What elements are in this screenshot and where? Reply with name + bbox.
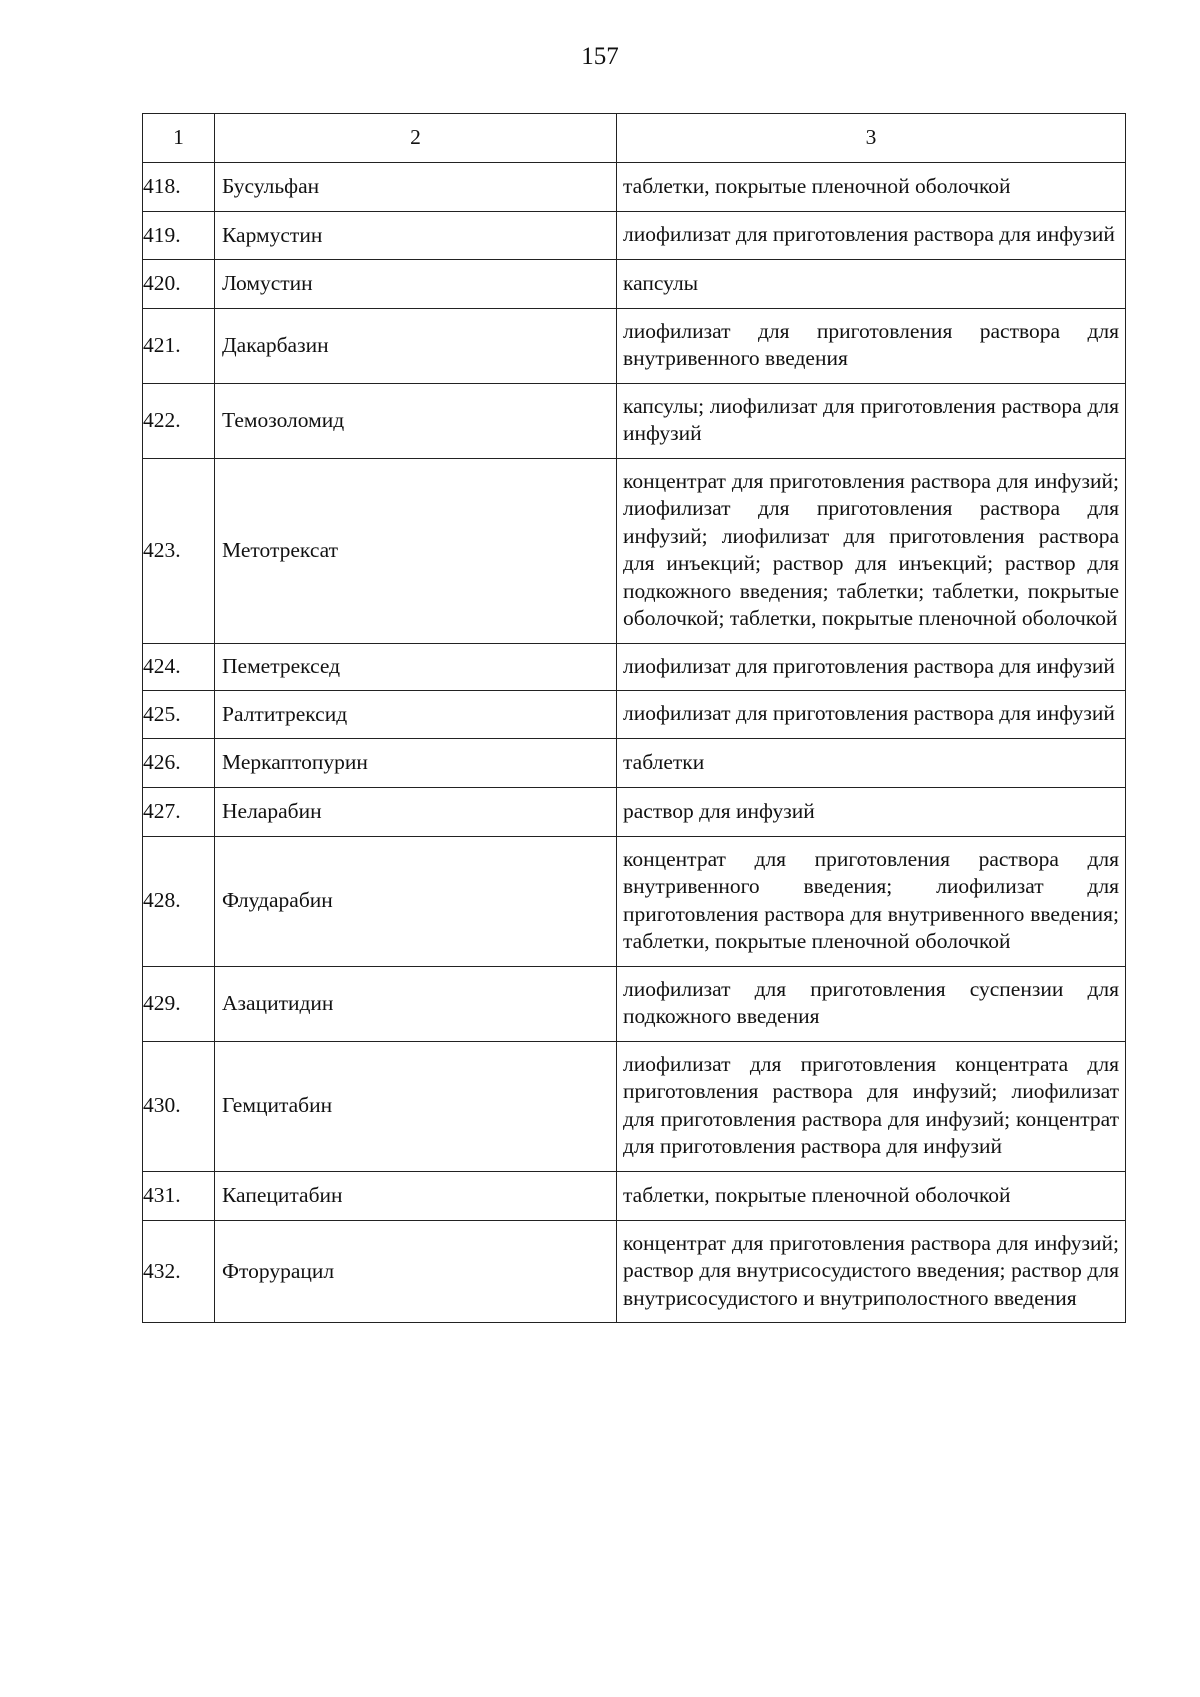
drug-name: Кармустин [215,212,617,260]
drug-name: Дакарбазин [215,308,617,383]
table-row [143,163,1126,212]
row-number: 421. [143,308,215,383]
table-row [143,259,1126,308]
drug-name: Темозоломид [215,383,617,458]
drug-name: Бусульфан [215,163,617,212]
row-number: 428. [143,836,215,966]
row-number: 424. [143,643,215,691]
row-number: 425. [143,691,215,739]
drug-name: Фторурацил [215,1220,617,1323]
row-number: 423. [143,458,215,643]
dosage-form: концентрат для приготовления раствора для инфузий; лиофилизат для приготовления раствора для инфузий; лиофилизат для приготовления раствора для инъекций; раствор для инъекций; раствор для подкожного введения; таблетки; таблетки, покрытые оболочкой; таблетки, покрытые пленочной оболочкой [617,458,1126,643]
drug-name: Пеметрексед [215,643,617,691]
dosage-form: лиофилизат для приготовления раствора для инфузий [617,691,1126,739]
drug-table [142,113,1126,1323]
dosage-form: лиофилизат для приготовления раствора для инфузий [617,643,1126,691]
table-row [143,787,1126,836]
drug-name: Ралтитрексид [215,691,617,739]
table-row [143,691,1126,739]
column-header-2: 2 [215,114,617,163]
dosage-form: раствор для инфузий [617,787,1126,836]
dosage-form: капсулы [617,259,1126,308]
table-row [143,308,1126,383]
row-number: 422. [143,383,215,458]
drug-name: Флударабин [215,836,617,966]
row-number: 431. [143,1171,215,1220]
table-header-row [143,114,1126,163]
column-header-3: 3 [617,114,1126,163]
table-row [143,966,1126,1041]
table-row [143,738,1126,787]
row-number: 419. [143,212,215,260]
row-number: 418. [143,163,215,212]
row-number: 420. [143,259,215,308]
table-row [143,1220,1126,1323]
drug-name: Неларабин [215,787,617,836]
dosage-form: таблетки, покрытые пленочной оболочкой [617,163,1126,212]
row-number: 432. [143,1220,215,1323]
dosage-form: лиофилизат для приготовления раствора для внутривенного введения [617,308,1126,383]
dosage-form: лиофилизат для приготовления суспензии для подкожного введения [617,966,1126,1041]
table-row [143,1171,1126,1220]
column-header-1: 1 [143,114,215,163]
drug-name: Азацитидин [215,966,617,1041]
row-number: 427. [143,787,215,836]
row-number: 426. [143,738,215,787]
dosage-form: капсулы; лиофилизат для приготовления раствора для инфузий [617,383,1126,458]
table-row [143,383,1126,458]
drug-name: Ломустин [215,259,617,308]
table-row [143,212,1126,260]
drug-name: Метотрексат [215,458,617,643]
drug-name: Капецитабин [215,1171,617,1220]
dosage-form: концентрат для приготовления раствора для инфузий; раствор для внутрисосудистого введения; раствор для внутрисосудистого и внутриполостного введения [617,1220,1126,1323]
dosage-form: таблетки, покрытые пленочной оболочкой [617,1171,1126,1220]
dosage-form: лиофилизат для приготовления концентрата для приготовления раствора для инфузий; лиофилизат для приготовления раствора для инфузий; концентрат для приготовления раствора для инфузий [617,1041,1126,1171]
table-row [143,458,1126,643]
dosage-form: концентрат для приготовления раствора для внутривенного введения; лиофилизат для приготовления раствора для внутривенного введения; таблетки, покрытые пленочной оболочкой [617,836,1126,966]
drug-name: Меркаптопурин [215,738,617,787]
dosage-form: таблетки [617,738,1126,787]
drug-name: Гемцитабин [215,1041,617,1171]
table-row [143,836,1126,966]
row-number: 430. [143,1041,215,1171]
row-number: 429. [143,966,215,1041]
table-row [143,643,1126,691]
page-number: 157 [581,43,619,70]
dosage-form: лиофилизат для приготовления раствора для инфузий [617,212,1126,260]
table-row [143,1041,1126,1171]
